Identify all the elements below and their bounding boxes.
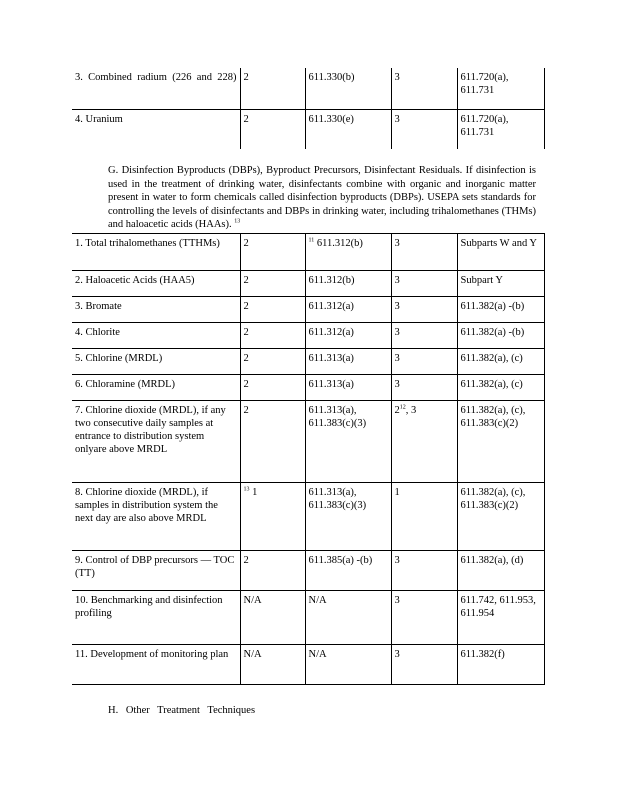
col2-cell: $^{13}$ 1 <box>240 483 305 551</box>
col2-cell: 2 <box>240 375 305 401</box>
table-row <box>72 591 544 645</box>
col4-cell: 3 <box>391 349 457 375</box>
col3-cell: 611.313(a), 611.383(c)(3) <box>305 483 391 551</box>
table-row <box>72 109 544 149</box>
section-g-paragraph: G. Disinfection Byproducts (DBPs), Byproduct Precursors, Disinfectant Residuals. If disinfection is used in the treatment of drinking water, disinfectants combine with organic and inorganic matter present in water to form chemicals called disinfection byproducts (DBPs). USEPA sets standards for controlling the levels of disinfectants and DBPs in drinking water, including trihalomethanes (THMs) and haloacetic acids (HAAs). $^{13}$ <box>108 165 536 231</box>
section-h-heading: H. Other Treatment Techniques <box>108 705 256 716</box>
col3-cell: 611.313(a) <box>305 349 391 375</box>
col2-cell: 2 <box>240 349 305 375</box>
col2-cell: N/A <box>240 591 305 645</box>
table-row <box>72 349 544 375</box>
col5-cell: Subpart Y <box>457 271 544 297</box>
col4-cell: 1 <box>391 483 457 551</box>
col5-cell: 611.382(a) -(b) <box>457 297 544 323</box>
col5-cell: 611.382(a) -(b) <box>457 323 544 349</box>
col2-cell: 2 <box>240 271 305 297</box>
col5-cell: 611.720(a), 611.731 <box>457 68 544 109</box>
col2-cell: 2 <box>240 234 305 271</box>
col5-cell: 611.382(a), (c), 611.383(c)(2) <box>457 401 544 483</box>
dbp-table <box>72 233 545 685</box>
col2-cell: 2 <box>240 401 305 483</box>
col3-cell: N/A <box>305 591 391 645</box>
col4-cell: 3 <box>391 68 457 109</box>
col2-cell: 2 <box>240 109 305 149</box>
col3-cell: N/A <box>305 645 391 685</box>
col4-cell: 3 <box>391 375 457 401</box>
col4-cell: 3 <box>391 271 457 297</box>
contaminant-cell: 6. Chloramine (MRDL) <box>72 375 240 401</box>
radionuclide-table-continued <box>72 68 545 149</box>
col5-cell: 611.382(f) <box>457 645 544 685</box>
contaminant-cell: 1. Total trihalomethanes (TTHMs) <box>72 234 240 271</box>
table-row <box>72 551 544 591</box>
col3-cell: 611.313(a), 611.383(c)(3) <box>305 401 391 483</box>
col4-cell: $2^{12}$, 3 <box>391 401 457 483</box>
contaminant-cell: 3. Bromate <box>72 297 240 323</box>
col4-cell: 3 <box>391 591 457 645</box>
table-row <box>72 234 544 271</box>
col5-cell: 611.382(a), (c), 611.383(c)(2) <box>457 483 544 551</box>
contaminant-cell: 9. Control of DBP precursors — TOC (TT) <box>72 551 240 591</box>
col3-cell: 611.312(b) <box>305 271 391 297</box>
table-row <box>72 271 544 297</box>
col2-cell: 2 <box>240 551 305 591</box>
contaminant-cell: 8. Chlorine dioxide (MRDL), if samples in distribution system the next day are also above MRDL <box>72 483 240 551</box>
col5-cell: 611.382(a), (c) <box>457 349 544 375</box>
col3-cell: 611.312(a) <box>305 323 391 349</box>
col3-cell: 611.330(b) <box>305 68 391 109</box>
col4-cell: 3 <box>391 234 457 271</box>
col4-cell: 3 <box>391 645 457 685</box>
col4-cell: 3 <box>391 551 457 591</box>
col4-cell: 3 <box>391 297 457 323</box>
col3-cell: $^{11}$ 611.312(b) <box>305 234 391 271</box>
table-row <box>72 323 544 349</box>
col4-cell: 3 <box>391 323 457 349</box>
table-row <box>72 401 544 483</box>
col4-cell: 3 <box>391 109 457 149</box>
col5-cell: 611.720(a), 611.731 <box>457 109 544 149</box>
col3-cell: 611.330(e) <box>305 109 391 149</box>
col2-cell: 2 <box>240 297 305 323</box>
footnote-marker: 13 <box>234 218 241 225</box>
contaminant-cell: 3. Combined radium (226 and 228) <box>72 68 240 109</box>
contaminant-cell: 5. Chlorine (MRDL) <box>72 349 240 375</box>
contaminant-cell: 2. Haloacetic Acids (HAA5) <box>72 271 240 297</box>
table-row <box>72 68 544 109</box>
table-row <box>72 297 544 323</box>
col3-cell: 611.313(a) <box>305 375 391 401</box>
contaminant-cell: 7. Chlorine dioxide (MRDL), if any two consecutive daily samples at entrance to distribution system onlyare above MRDL <box>72 401 240 483</box>
col5-cell: 611.382(a), (d) <box>457 551 544 591</box>
contaminant-cell: 10. Benchmarking and disinfection profiling <box>72 591 240 645</box>
table-row <box>72 645 544 685</box>
col5-cell: 611.382(a), (c) <box>457 375 544 401</box>
col2-cell: 2 <box>240 323 305 349</box>
contaminant-cell: 4. Uranium <box>72 109 240 149</box>
col5-cell: 611.742, 611.953, 611.954 <box>457 591 544 645</box>
contaminant-cell: 4. Chlorite <box>72 323 240 349</box>
col2-cell: N/A <box>240 645 305 685</box>
col5-cell: Subparts W and Y <box>457 234 544 271</box>
table-row <box>72 483 544 551</box>
col3-cell: 611.385(a) -(b) <box>305 551 391 591</box>
col3-cell: 611.312(a) <box>305 297 391 323</box>
col2-cell: 2 <box>240 68 305 109</box>
contaminant-cell: 11. Development of monitoring plan <box>72 645 240 685</box>
table-row <box>72 375 544 401</box>
